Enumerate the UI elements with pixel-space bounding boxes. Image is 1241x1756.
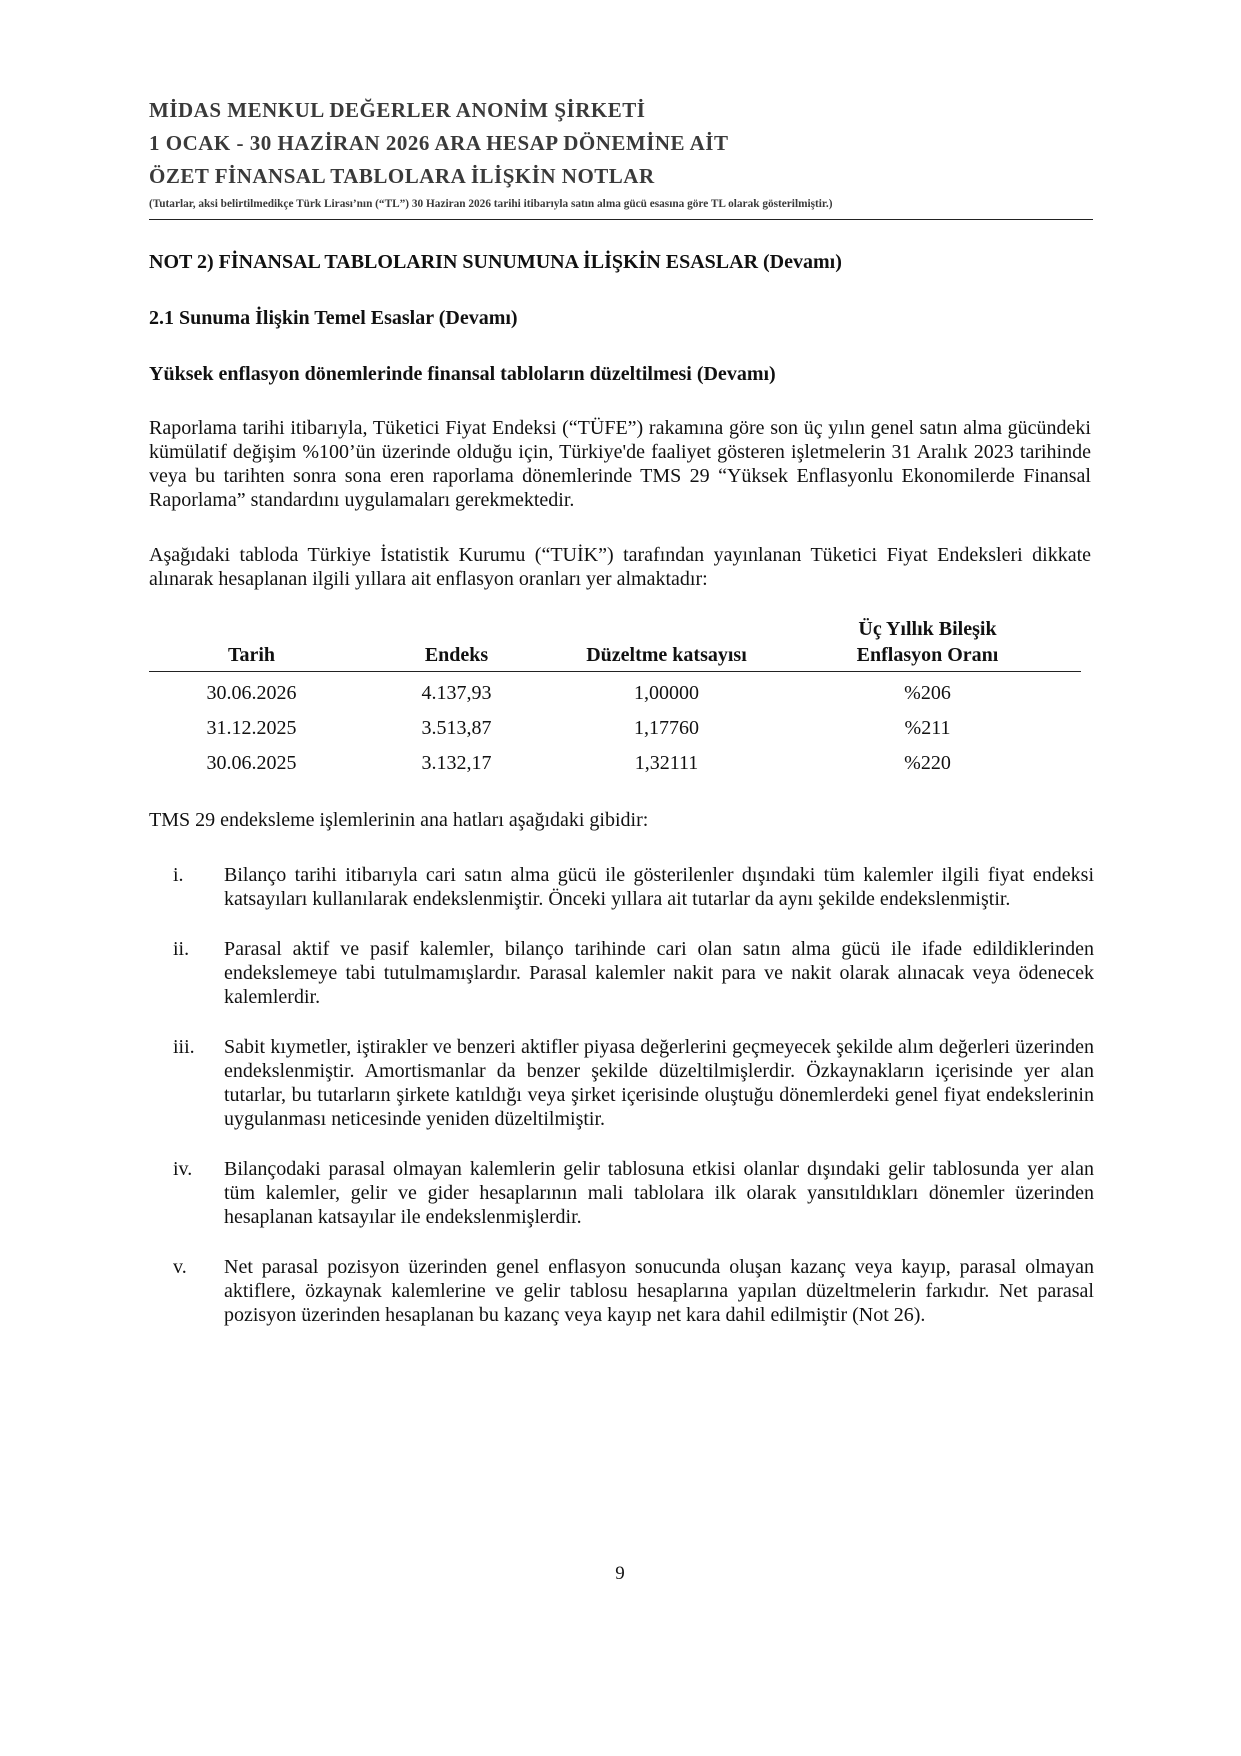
cell-coefficient: 1,00000 xyxy=(634,682,699,704)
page-number: 9 xyxy=(615,1563,625,1584)
list-item xyxy=(149,937,1094,1009)
col-header-date: Tarih xyxy=(149,616,354,672)
report-title: ÖZET FİNANSAL TABLOLARA İLİŞKİN NOTLAR xyxy=(149,164,655,188)
list-item-text: Bilançodaki parasal olmayan kalemlerin gelir tablosuna etkisi olanlar dışındaki gelir tablosunda yer alan tüm kalemler, gelir ve gider hesaplarının mali tablolara ilk olarak yansıtıldıkları dönemler üzerinden hesaplanan katsayılar ile endekslenmişlerdir. xyxy=(224,1158,1094,1228)
list-item-text: Net parasal pozisyon üzerinden genel enflasyon sonucunda oluşan kazanç veya kayıp, parasal olmayan aktiflere, özkaynak kalemlerine ve gelir tablosu hesaplarına yapılan düzeltmelerin farkıdır. Net parasal pozisyon üzerinden hesaplanan bu kazanç veya kayıp net kara dahil edilmiştir (Not 26). xyxy=(224,1256,1094,1326)
list-item-number: v. xyxy=(173,1256,187,1278)
list-item-text: Sabit kıymetler, iştirakler ve benzeri aktifler piyasa değerlerini geçmeyecek şekilde alım değerleri üzerinden endekslenmiştir. Amortismanlar da benzer şekilde düzeltilmişlerdir. Özkaynakların içerisinde yer alan tutarlar, bu tutarların şirkete katıldığı veya şirket içerisinde oluştuğu dönemlerdeki genel fiyat endekslerinin uygulanması neticesinde yeniden düzeltilmiştir. xyxy=(224,1036,1094,1130)
topic-heading: Yüksek enflasyon dönemlerinde finansal tabloların düzeltilmesi (Devamı) xyxy=(149,363,776,385)
currency-note: (Tutarlar, aksi belirtilmedikçe Türk Lirası’nın (“TL”) 30 Haziran 2026 tarihi itibarıyla satın alma gücü esasına göre TL olarak gösterilmiştir.) xyxy=(149,198,833,210)
table-row xyxy=(149,711,1081,746)
list-item-text: Parasal aktif ve pasif kalemler, bilanço tarihinde cari olan satın alma gücü ile ifade edildiklerinden endekslemeye tabi tutulmamışlardır. Parasal kalemler nakit para ve nakit olarak alınacak veya ödenecek kalemlerdir. xyxy=(224,938,1094,1008)
table-header-row xyxy=(149,616,1081,672)
col-header-coefficient: Düzeltme katsayısı xyxy=(559,616,774,672)
paragraph-tms29-intro: TMS 29 endeksleme işlemlerinin ana hatları aşağıdaki gibidir: xyxy=(149,809,649,831)
cell-date: 31.12.2025 xyxy=(206,717,297,739)
paragraph-tuik: Aşağıdaki tabloda Türkiye İstatistik Kurumu (“TUİK”) tarafından yayınlanan Tüketici Fiyat Endeksleri dikkate alınarak hesaplanan ilgili yıllara ait enflasyon oranları yer almaktadır: xyxy=(149,544,1091,590)
col-header-index: Endeks xyxy=(354,616,559,672)
cell-date: 30.06.2025 xyxy=(206,752,297,774)
list-item xyxy=(149,1255,1094,1327)
document-page xyxy=(149,94,1094,1584)
list-item-number: iii. xyxy=(173,1036,195,1058)
col-header-rate xyxy=(774,616,1081,672)
header-divider xyxy=(149,219,1093,220)
cell-index: 3.132,17 xyxy=(421,752,492,774)
list-item-text: Bilanço tarihi itibarıyla cari satın alma gücü ile gösterilenler dışındaki tüm kalemler ilgili fiyat endeksi katsayıları kullanılarak endekslenmiştir. Önceki yıllara ait tutarlar da aynı şekilde endekslenmiştir. xyxy=(224,864,1094,910)
list-item-number: iv. xyxy=(173,1158,193,1180)
list-item xyxy=(149,863,1094,911)
cell-coefficient: 1,17760 xyxy=(634,717,699,739)
cell-index: 3.513,87 xyxy=(421,717,492,739)
cell-rate: %206 xyxy=(904,682,951,704)
list-item xyxy=(149,1157,1094,1229)
list-item xyxy=(149,1035,1094,1131)
subsection-heading: 2.1 Sunuma İlişkin Temel Esaslar (Devamı) xyxy=(149,307,518,329)
indexation-list xyxy=(149,863,1094,1327)
cell-coefficient: 1,32111 xyxy=(634,752,699,774)
cell-rate: %220 xyxy=(904,752,951,774)
table-row xyxy=(149,672,1081,712)
inflation-table xyxy=(149,616,1081,781)
report-period: 1 OCAK - 30 HAZİRAN 2026 ARA HESAP DÖNEMİNE AİT xyxy=(149,131,729,155)
cell-date: 30.06.2026 xyxy=(206,682,297,704)
table-row xyxy=(149,746,1081,781)
section-heading: NOT 2) FİNANSAL TABLOLARIN SUNUMUNA İLİŞKİN ESASLAR (Devamı) xyxy=(149,251,842,273)
cell-rate: %211 xyxy=(904,717,951,739)
cell-index: 4.137,93 xyxy=(421,682,492,704)
list-item-number: ii. xyxy=(173,938,190,960)
company-name: MİDAS MENKUL DEĞERLER ANONİM ŞİRKETİ xyxy=(149,98,646,122)
col-header-rate-line1: Üç Yıllık Bileşik xyxy=(858,618,997,640)
list-item-number: i. xyxy=(173,864,184,886)
paragraph-tufe: Raporlama tarihi itibarıyla, Tüketici Fiyat Endeksi (“TÜFE”) rakamına göre son üç yılın genel satın alma gücündeki kümülatif değişim %100’ün üzerinde olduğu için, Türkiye'de faaliyet gösteren işletmelerin 31 Aralık 2023 tarihinde veya bu tarihten sonra sona eren raporlama dönemlerinde TMS 29 “Yüksek Enflasyonlu Ekonomilerde Finansal Raporlama” standardını uygulamaları gerekmektedir. xyxy=(149,417,1091,511)
col-header-rate-line2: Enflasyon Oranı xyxy=(856,644,999,666)
